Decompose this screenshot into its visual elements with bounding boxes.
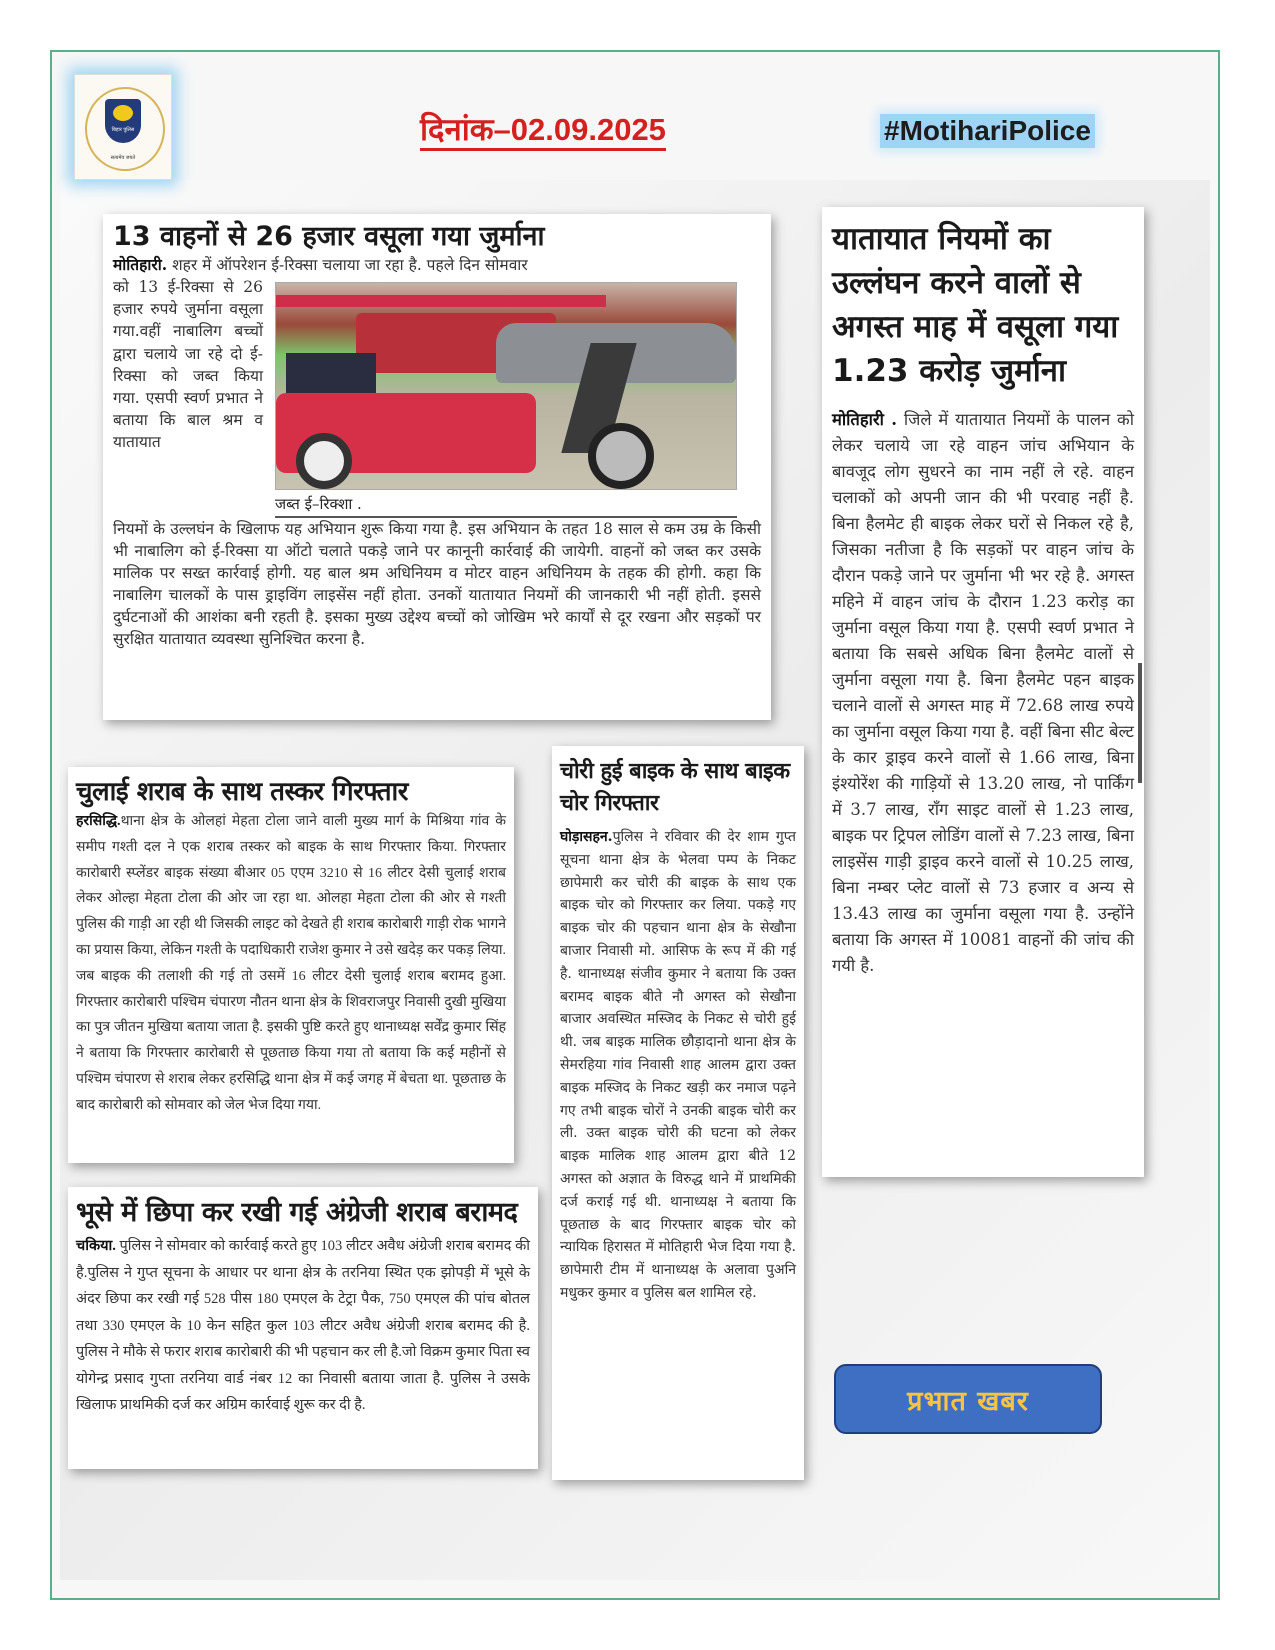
article-body — [832, 407, 1134, 979]
article-hidden-liquor — [68, 1187, 538, 1469]
photo-block — [275, 276, 737, 518]
erickshaw-photo — [275, 282, 737, 490]
date-heading: दिनांक–02.09.2025 — [420, 112, 666, 151]
article-liquor-smuggler — [68, 767, 514, 1163]
article-dateline: घोड़ासहन. — [560, 829, 613, 845]
photo-caption: जब्त ई–रिक्शा . — [275, 494, 737, 518]
photo-roof-shape — [276, 295, 606, 307]
scan-edge-mark — [1138, 663, 1142, 783]
newspaper-source-badge: प्रभात खबर — [834, 1364, 1102, 1434]
article-side-text: को 13 ई-रिक्सा से 26 हजार रुपये जुर्माना वसूला गया.वहीं नाबालिग बच्चों द्वारा चलाये जा रहे दो ई-रिक्सा को जब्त किया गया. एसपी स्वर्ण प्रभात ने बताया कि बाल श्रम व यातायात — [113, 278, 263, 452]
article-body — [76, 809, 506, 1119]
article-dateline: मोतिहारी . — [832, 410, 897, 429]
article-dateline: चकिया. — [76, 1238, 116, 1254]
article-headline: चोरी हुई बाइक के साथ बाइक चोर गिरफ्तार — [560, 759, 790, 816]
article-text-photo-wrap — [113, 276, 761, 518]
article-erickshaw-fine — [103, 214, 771, 720]
article-body-text: जिले में यातायात नियमों के पालन को लेकर चलाये जा रहे वाहन जांच अभियान के बावजूद लोग सुधरने का नाम नहीं ले रहे. वाहन चलाकों को अपनी जान की भी परवाह नहीं है. बिना हैलमेट ही बाइक लेकर घरों से निकल रहे है, जिसका नतीजा है कि सड़कों पर वाहन जांच के दौरान पकड़े जाने पर जुर्माना भी भर रहे है. अगस्त महिने में वाहन जांच के दौरान 1.23 करोड़ का जुर्माना वसूल किया गया है. एसपी स्वर्ण प्रभात ने बताया कि सबसे अधिक बिना हैलमेट वालों से जुर्माना वसूला गया है. बिना हैलमेट पहन बाइक चलाने वालों से अगस्त माह में 72.68 लाख रुपये का जुर्माना वसूल किया गया है. वहीं बिना सीट बेल्ट के कार ड्राइव करने वालों से 1.66 लाख, बिना इंश्योरेंश की गाड़ियों से 13.20 लाख, नो पार्किंग में 3.7 लाख, रॉंग साइट वालों से 1.23 लाख, बाइक पर ट्रिपल लोडिंग वालों से 7.23 लाख, बिना लाइसेंस गाड़ी ड्राइव करने वालों से 10.25 लाख, बिना नम्बर प्लेट वालों से 73 हजार व अन्य से 13.43 लाख का जुर्माना वसूला गया है. उन्होंने बताया कि अगस्त में 10081 वाहनों की जांच की गयी है. — [832, 410, 1134, 975]
photo-front-wheel — [588, 423, 654, 489]
article-headline: भूसे में छिपा कर रखी गई अंग्रेजी शराब बरामद — [76, 1197, 518, 1228]
article-dateline: मोतिहारी. — [113, 255, 168, 274]
article-bike-thief — [552, 746, 804, 1480]
logo-emblem-text: बिहार पुलिस — [111, 127, 135, 133]
bihar-police-logo — [74, 74, 172, 180]
article-traffic-fine — [822, 207, 1144, 1177]
article-body-text: पुलिस ने रविवार की देर शाम गुप्त सूचना थाना क्षेत्र के भेलवा पम्प के निकट छापेमारी कर चोरी की बाइक के साथ एक बाइक चोर को गिरफ्तार कर लिया. पकड़े गए बाइक चोर की पहचान थाना क्षेत्र के सेखौना बाजार निवासी मो. आसिफ के रूप में की गई है. थानाध्यक्ष संजीव कुमार ने बताया कि उक्त बरामद बाइक बीते नौ अगस्त को सेखौना बाजार अवस्थित मस्जिद के निकट से चोरी हुई थी. जब बाइक मालिक छौड़ादानो थाना क्षेत्र के सेमरहिया गांव निवासी शाह आलम द्वारा उक्त बाइक मस्जिद के निकट खड़ी कर नमाज पढ़ने गए तभी बाइक चोरों ने उनकी बाइक चोरी कर ली. उक्त बाइक चोरी की घटना को लेकर बाइक मालिक शाह आलम द्वारा बीते 12 अगस्त को अज्ञात के विरुद्ध थाने में प्राथमिकी दर्ज कराई गई थी. थानाध्यक्ष ने बताया कि पूछताछ के बाद गिरफ्तार बाइक चोर को न्यायिक हिरासत में मोतिहारी भेज दिया गया है. छापेमारी टीम में थानाध्यक्ष के अलावा पुअनि मधुकर कुमार व पुलिस बल शामिल रहे. — [560, 829, 796, 1301]
article-body-text: पुलिस ने सोमवार को कार्रवाई करते हुए 103 लीटर अवैध अंग्रेजी शराब बरामद की है.पुलिस ने गुप्त सूचना के आधार पर थाना क्षेत्र के तरनिया स्थित एक झोपड़ी में भूसे के अंदर छिपा कर रखी गई 528 पीस 180 एमएल के टेट्रा पैक, 750 एमएल की पांच बोतल तथा 330 एमएल के 10 केन सहित कुल 103 लीटर अवैध अंग्रेजी शराब बरामद की है. पुलिस ने मौके से फरार शराब कारोबारी की भी पहचान कर ली है.जो विक्रम कुमार पिता स्व योगेन्द्र प्रसाद गुप्ता तरनिया वार्ड नंबर 12 का निवासी बताया जाता है. पुलिस ने उसके खिलाफ प्राथमिकी दर्ज कर अग्रिम कार्रवाई शुरू कर दी है. — [76, 1238, 530, 1413]
article-headline: 13 वाहनों से 26 हजार वसूला गया जुर्माना — [113, 221, 545, 252]
logo-motto: सत्यमेव जयते — [110, 155, 136, 161]
article-intro-text: शहर में ऑपरेशन ई-रिक्सा चलाया जा रहा है. पहले दिन सोमवार — [167, 256, 528, 274]
article-body — [560, 826, 796, 1305]
photo-seat-shape — [286, 353, 376, 393]
photo-rear-wheel — [296, 433, 352, 489]
article-dateline: हरसिद्धि. — [76, 814, 121, 829]
tree-icon — [113, 105, 133, 121]
article-body-text: थाना क्षेत्र के ओलहां मेहता टोला जाने वाली मुख्य मार्ग के मिश्रिया गांव के समीप गश्ती दल ने एक शराब तस्कर को बाइक के साथ गिरफ्तार किया. गिरफ्तार कारोबारी स्प्लेंडर बाइक संख्या बीआर 05 एएम 3210 से 16 लीटर देसी चुलाई शराब लेकर ओल्हा मेहता टोला की ओर जा रहा था. ओलहा मेहता टोला की ओर से गश्ती पुलिस की गाड़ी आ रही थी जिसकी लाइट को देखते ही शराब कारोबारी गाड़ी रोक भागने का प्रयास किया, लेकिन गश्ती के पदाधिकारी राजेश कुमार ने उसे खदेड़ कर पकड़ लिया. जब बाइक की तलाशी की गई तो उसमें 16 लीटर देसी चुलाई शराब बरामद हुआ. गिरफ्तार कारोबारी पश्चिम चंपारण नौतन थाना क्षेत्र के शिवराजपुर निवासी दुखी मुखिया का पुत्र जीतन मुखिया बताया जाता है. इसकी पुष्टि करते हुए थानाध्यक्ष सर्वेंद्र कुमार सिंह ने बताया कि गिरफ्तार कारोबारी से पूछताछ किया गया तो बताया कि कई महीनों से पश्चिम चंपारण से शराब लेकर हरसिद्धि थाना क्षेत्र में कई जगह में बेचता था. पूछताछ के बाद कारोबारी को सोमवार को जेल भेज दिया गया. — [76, 814, 506, 1113]
article-body: नियमों के उल्लघंन के खिलाफ यह अभियान शुरू किया गया है. इस अभियान के तहत 18 साल से कम उम्र के किसी भी नाबालिग को ई-रिक्सा या ऑटो चलाते पकड़े जाने पर कानूनी कार्रवाई की जायेगी. वाहनों को जब्त कर उसके मालिक पर सख्त कार्रवाई होगी. यह बाल श्रम अधिनियम व मोटर वाहन अधिनियम के तहक की होगी. कहा कि नाबालिग चालकों के पास ड्राइविंग लाइसेंस नहीं होता. उनकों यातायात नियमों की जानकारी भी नहीं होती. इससे दुर्घटनाओं की आशंका बनी रहती है. इसका मुख्य उद्देश्य बच्चों को जोखिम भरे कार्यों से दूर रखना और सड़कों पर सुरक्षित यातायात व्यवस्था सुनिश्चित करना है. — [113, 520, 761, 648]
article-headline: चुलाई शराब के साथ तस्कर गिरफ्तार — [76, 777, 408, 807]
hashtag-label: #MotihariPolice — [880, 114, 1095, 148]
article-intro — [113, 254, 761, 276]
article-headline: यातायात नियमों का उल्लंघन करने वालों से अगस्त माह में वसूला गया 1.23 करोड़ जुर्माना — [832, 221, 1119, 389]
article-body — [76, 1233, 530, 1419]
